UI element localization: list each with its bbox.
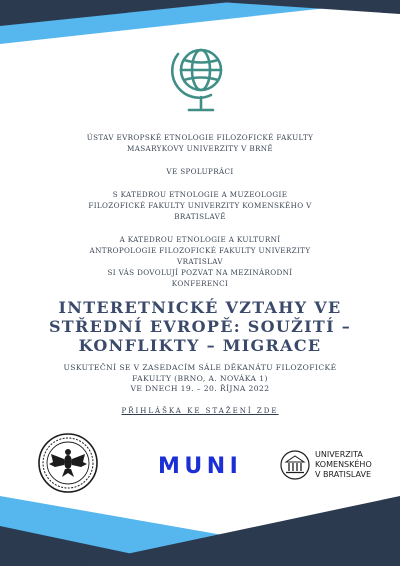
invitation-content: [0, 40, 400, 417]
conference-title: [0, 298, 400, 355]
corner-decoration-top-right-dark: [190, 0, 400, 14]
comenius-university-building-icon: [280, 450, 310, 480]
venue-line: FAKULTY (BRNO, A. NOVÁKA 1): [132, 373, 268, 383]
partner2-block: [0, 234, 400, 289]
partner2-line: VRATISLAV: [177, 257, 223, 266]
title-line: STŘEDNÍ EVROPĚ: SOUŽITÍ –: [48, 317, 352, 336]
cooperation-block: [0, 166, 400, 177]
title-line: KONFLIKTY – MIGRACE: [78, 336, 322, 355]
globe-icon: [165, 40, 235, 120]
partner2-line: ANTROPOLOGIE FILOZOFICKÉ FAKULTY UNIVERZITY: [89, 246, 311, 255]
venue-line: USKUTEČNÍ SE V ZASEDACÍM SÁLE DĚKANÁTU FILOZOFICKÉ: [63, 363, 337, 372]
partner2-line: KONFERENCI: [171, 279, 229, 288]
partner1-line: S KATEDROU ETNOLOGIE A MUZEOLOGIE: [112, 190, 288, 199]
partner-logos: [0, 432, 400, 502]
partner1-block: [0, 189, 400, 222]
uniba-line: KOMENSKÉHO: [315, 460, 372, 469]
partner1-line: BRATISLAVĚ: [174, 212, 226, 221]
title-line: INTERETNICKÉ VZTAHY VE: [58, 298, 342, 317]
uniba-line: UNIVERZITA: [315, 450, 363, 459]
comenius-university-name: [315, 450, 372, 480]
corner-decoration-bottom-right-dark: [70, 496, 400, 566]
partner1-line: FILOZOFICKÉ FAKULTY UNIVERZITY KOMENSKÉHO V: [88, 201, 312, 210]
wroclaw-university-seal-icon: [37, 432, 99, 494]
venue-details: [0, 363, 400, 395]
organizer-line: MASARYKOVY UNIVERZITY V BRNĚ: [127, 144, 273, 153]
partner2-line: SI VÁS DOVOLUJÍ POZVAT NA MEZINÁRODNÍ: [107, 268, 293, 277]
organizer-block: [0, 132, 400, 154]
partner2-line: A KATEDROU ETNOLOGIE A KULTURNÍ: [119, 235, 281, 244]
muni-logo: MUNI: [158, 454, 243, 479]
venue-line: VE DNECH 19. – 20. ŘÍJNA 2022: [130, 384, 270, 393]
uniba-line: V BRATISLAVE: [315, 470, 372, 479]
cooperation-label: VE SPOLUPRÁCI: [166, 167, 234, 176]
organizer-line: ÚSTAV EVROPSKÉ ETNOLOGIE FILOZOFICKÉ FAKULTY: [86, 133, 314, 142]
registration-download-link[interactable]: PŘIHLÁŠKA KE STAŽENÍ ZDE: [121, 406, 279, 415]
comenius-university-logo: [280, 446, 380, 486]
